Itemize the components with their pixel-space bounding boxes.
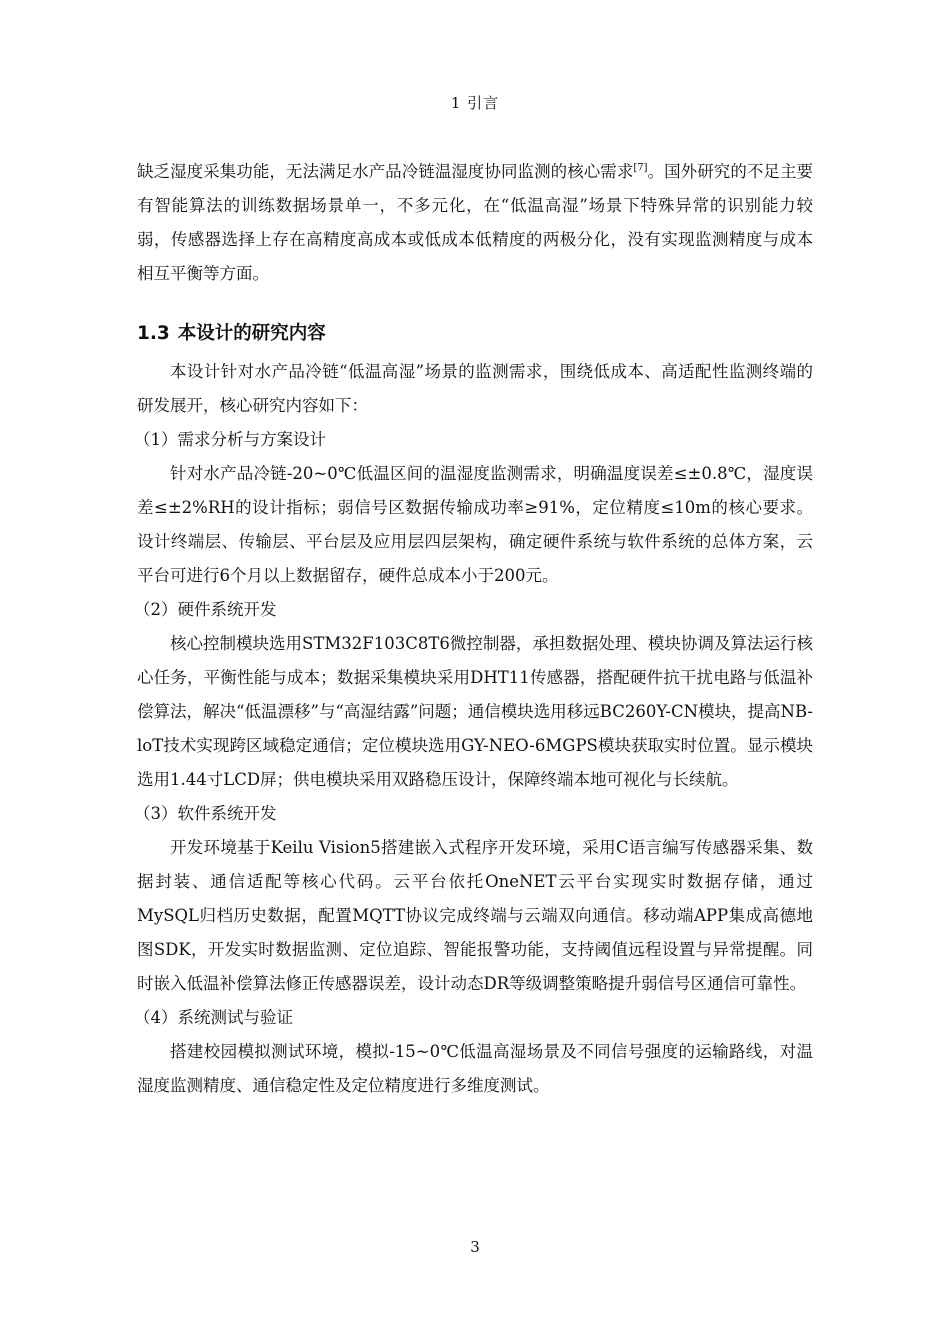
page-number: 3 xyxy=(470,1238,480,1256)
running-header: 1 引言 xyxy=(450,94,500,112)
section-number: 1.3 xyxy=(137,323,170,344)
section-lead-paragraph: 本设计针对水产品冷链“低温高湿”场景的监测需求，围绕低成本、高适配性监测终端的研发展开，核心研究内容如下： xyxy=(137,362,813,415)
intro-text-a: 缺乏湿度采集功能，无法满足水产品冷链温湿度协同监测的核心需求 xyxy=(137,162,634,181)
item-heading-3: （3）软件系统开发 xyxy=(134,804,277,823)
item-heading-4: （4）系统测试与验证 xyxy=(134,1008,293,1027)
body-text xyxy=(134,155,814,1103)
item-heading-1: （1）需求分析与方案设计 xyxy=(134,430,326,449)
intro-paragraph xyxy=(137,155,813,291)
item-body-4: 搭建校园模拟测试环境，模拟-15~0℃低温高湿场景及不同信号强度的运输路线，对温湿度监测精度、通信稳定性及定位精度进行多维度测试。 xyxy=(137,1042,813,1095)
item-body-2: 核心控制模块选用STM32F103C8T6微控制器，承担数据处理、模块协调及算法运行核心任务，平衡性能与成本；数据采集模块采用DHT11传感器，搭配硬件抗干扰电路与低温补偿算法，解决“低温漂移”与“高湿结露”问题；通信模块选用移远BC260Y-CN模块，提高NB-loT技术实现跨区域稳定通信；定位模块选用GY-NEO-6MGPS模块获取实时位置。显示模块选用1.44寸LCD屏；供电模块采用双路稳压设计，保障终端本地可视化与长续航。 xyxy=(137,634,813,789)
item-heading-2: （2）硬件系统开发 xyxy=(134,600,277,619)
intro-text-b: 。国外研究的不足主要有智能算法的训练数据场景单一，不多元化，在“低温高湿”场景下特殊异常的识别能力较弱，传感器选择上存在高精度高成本或低成本低精度的两极分化，没有实现监测精度与成本相互平衡等方面。 xyxy=(137,162,814,283)
section-heading xyxy=(137,317,813,351)
item-body-1: 针对水产品冷链-20~0℃低温区间的温湿度监测需求，明确温度误差≤±0.8℃，湿度误差≤±2%RH的设计指标；弱信号区数据传输成功率≥91%，定位精度≤10m的核心要求。设计终端层、传输层、平台层及应用层四层架构，确定硬件系统与软件系统的总体方案，云平台可进行6个月以上数据留存，硬件总成本小于200元。 xyxy=(137,464,813,585)
section-title: 本设计的研究内容 xyxy=(177,323,326,344)
item-body-3: 开发环境基于Keilu Vision5搭建嵌入式程序开发环境，采用C语言编写传感器采集、数据封装、通信适配等核心代码。云平台依托OneNET云平台实现实时数据存储，通过MySQL归档历史数据，配置MQTT协议完成终端与云端双向通信。移动端APP集成高德地图SDK，开发实时数据监测、定位追踪、智能报警功能，支持阈值远程设置与异常提醒。同时嵌入低温补偿算法修正传感器误差，设计动态DR等级调整策略提升弱信号区通信可靠性。 xyxy=(137,838,813,993)
citation-ref: [7] xyxy=(633,162,648,174)
